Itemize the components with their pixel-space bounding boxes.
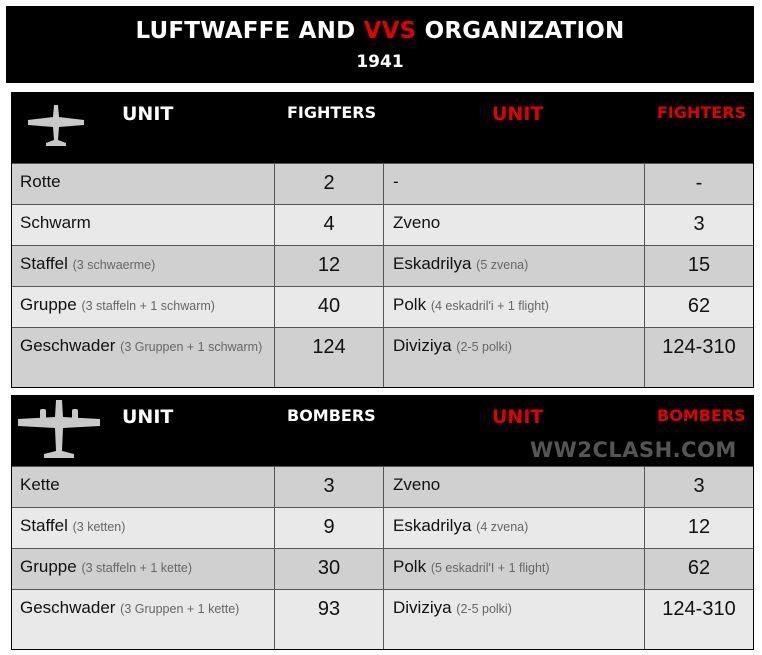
header-bombers-luftwaffe: BOMBERS bbox=[287, 406, 376, 425]
luftwaffe-unit-name: Rotte bbox=[20, 172, 61, 191]
vvs-count-cell: 3 bbox=[644, 205, 753, 245]
table-row bbox=[12, 507, 753, 548]
vvs-unit-cell bbox=[383, 590, 644, 649]
vvs-unit-cell bbox=[383, 549, 644, 589]
luftwaffe-count-cell: 3 bbox=[274, 467, 383, 507]
luftwaffe-unit-name: Schwarm bbox=[20, 213, 91, 232]
vvs-unit-cell bbox=[383, 287, 644, 327]
header-unit-vvs: UNIT bbox=[492, 406, 544, 428]
table-row bbox=[12, 466, 753, 507]
title-banner bbox=[6, 6, 754, 83]
luftwaffe-unit-cell bbox=[12, 205, 274, 245]
luftwaffe-count-cell: 93 bbox=[274, 590, 383, 649]
vvs-unit-note: (4 eskadril'i + 1 flight) bbox=[430, 299, 549, 313]
luftwaffe-unit-cell bbox=[12, 246, 274, 286]
luftwaffe-unit-cell bbox=[12, 467, 274, 507]
luftwaffe-count-cell: 4 bbox=[274, 205, 383, 245]
luftwaffe-unit-note: (3 staffeln + 1 schwarm) bbox=[81, 299, 215, 313]
luftwaffe-unit-note: (3 Gruppen + 1 schwarm) bbox=[120, 340, 263, 354]
vvs-unit-name: Eskadrilya bbox=[393, 516, 472, 535]
table-row bbox=[12, 245, 753, 286]
bomber-plane-icon bbox=[16, 399, 102, 463]
page-title bbox=[6, 18, 754, 44]
luftwaffe-unit-name: Staffel bbox=[20, 516, 68, 535]
title-vvs: VVS bbox=[363, 18, 417, 44]
vvs-count-cell: 62 bbox=[644, 287, 753, 327]
vvs-count-cell: 124-310 bbox=[644, 328, 753, 387]
header-fighters-luftwaffe: FIGHTERS bbox=[287, 103, 377, 122]
luftwaffe-count-cell: 12 bbox=[274, 246, 383, 286]
luftwaffe-count-cell: 9 bbox=[274, 508, 383, 548]
luftwaffe-unit-cell bbox=[12, 508, 274, 548]
luftwaffe-count-cell: 40 bbox=[274, 287, 383, 327]
vvs-unit-cell bbox=[383, 508, 644, 548]
vvs-unit-note: (5 zvena) bbox=[476, 258, 529, 272]
bombers-table bbox=[11, 395, 754, 650]
fighter-plane-icon bbox=[26, 103, 86, 153]
luftwaffe-count-cell: 2 bbox=[274, 164, 383, 204]
luftwaffe-unit-cell bbox=[12, 590, 274, 649]
title-right: ORGANIZATION bbox=[416, 18, 625, 44]
luftwaffe-unit-note: (3 ketten) bbox=[72, 520, 126, 534]
fighters-table bbox=[11, 92, 754, 388]
table-row bbox=[12, 286, 753, 327]
vvs-unit-name: Diviziya bbox=[393, 336, 452, 355]
vvs-unit-note: (5 eskadril'I + 1 flight) bbox=[430, 561, 550, 575]
luftwaffe-unit-name: Geschwader bbox=[20, 336, 116, 355]
vvs-unit-note: (4 zvena) bbox=[476, 520, 529, 534]
vvs-unit-name: Eskadrilya bbox=[393, 254, 472, 273]
luftwaffe-unit-note: (3 Gruppen + 1 kette) bbox=[120, 602, 240, 616]
table-row bbox=[12, 327, 753, 387]
luftwaffe-unit-cell bbox=[12, 549, 274, 589]
luftwaffe-unit-note: (3 staffeln + 1 kette) bbox=[81, 561, 193, 575]
vvs-unit-cell bbox=[383, 164, 644, 204]
table-row bbox=[12, 589, 753, 649]
luftwaffe-unit-name: Geschwader bbox=[20, 598, 116, 617]
luftwaffe-count-cell: 30 bbox=[274, 549, 383, 589]
luftwaffe-count-cell: 124 bbox=[274, 328, 383, 387]
header-unit-vvs: UNIT bbox=[492, 103, 544, 125]
vvs-unit-name: Polk bbox=[393, 295, 427, 314]
luftwaffe-unit-name: Staffel bbox=[20, 254, 68, 273]
fighters-rows bbox=[12, 163, 753, 387]
title-left: LUFTWAFFE AND bbox=[135, 18, 364, 44]
luftwaffe-unit-cell bbox=[12, 164, 274, 204]
page-year: 1941 bbox=[356, 52, 404, 72]
vvs-unit-name: Zveno bbox=[393, 213, 441, 232]
luftwaffe-unit-cell bbox=[12, 287, 274, 327]
vvs-count-cell: 3 bbox=[644, 467, 753, 507]
vvs-count-cell: 15 bbox=[644, 246, 753, 286]
luftwaffe-unit-cell bbox=[12, 328, 274, 387]
header-fighters-vvs: FIGHTERS bbox=[657, 103, 747, 122]
vvs-unit-note: (2-5 polki) bbox=[456, 340, 512, 354]
vvs-unit-note: (2-5 polki) bbox=[456, 602, 512, 616]
vvs-unit-cell bbox=[383, 246, 644, 286]
luftwaffe-unit-name: Kette bbox=[20, 475, 60, 494]
table-row bbox=[12, 204, 753, 245]
vvs-unit-cell bbox=[383, 205, 644, 245]
vvs-unit-name: - bbox=[393, 172, 399, 191]
table-row bbox=[12, 548, 753, 589]
table-row bbox=[12, 163, 753, 204]
luftwaffe-unit-name: Gruppe bbox=[20, 557, 77, 576]
vvs-count-cell: 124-310 bbox=[644, 590, 753, 649]
fighters-table-header bbox=[12, 93, 753, 163]
vvs-unit-name: Diviziya bbox=[393, 598, 452, 617]
vvs-count-cell: 62 bbox=[644, 549, 753, 589]
vvs-unit-cell bbox=[383, 467, 644, 507]
header-unit-luftwaffe: UNIT bbox=[122, 103, 174, 125]
bombers-table-header bbox=[12, 396, 753, 466]
bombers-rows bbox=[12, 466, 753, 649]
vvs-unit-name: Zveno bbox=[393, 475, 441, 494]
vvs-count-cell: - bbox=[644, 164, 753, 204]
vvs-unit-name: Polk bbox=[393, 557, 427, 576]
vvs-unit-cell bbox=[383, 328, 644, 387]
header-unit-luftwaffe: UNIT bbox=[122, 406, 174, 428]
watermark: WW2CLASH.COM bbox=[530, 438, 737, 462]
luftwaffe-unit-name: Gruppe bbox=[20, 295, 77, 314]
header-bombers-vvs: BOMBERS bbox=[657, 406, 746, 425]
luftwaffe-unit-note: (3 schwaerme) bbox=[72, 258, 156, 272]
vvs-count-cell: 12 bbox=[644, 508, 753, 548]
